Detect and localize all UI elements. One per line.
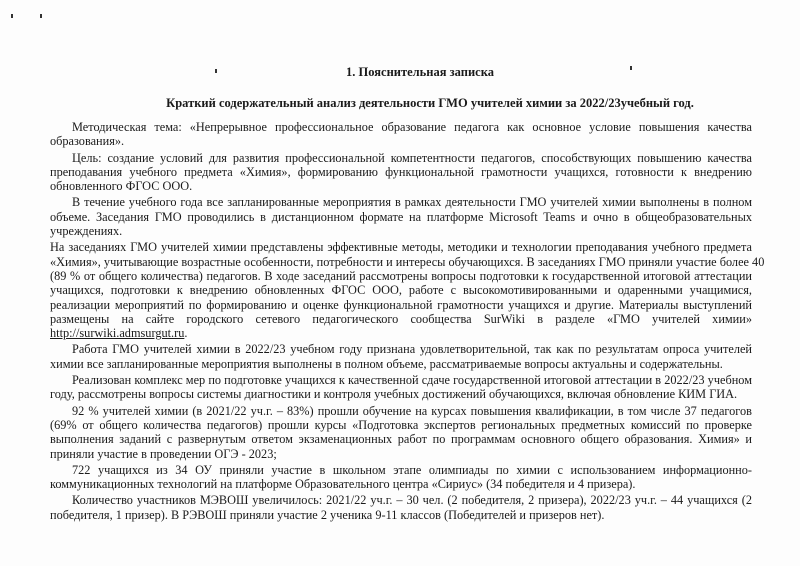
text-line: коммуникационных технологий на платформе Образовательного центра «Сириус» (34 победителя и 4 призера). (50, 477, 636, 492)
text-line: учреждениях. (50, 224, 123, 239)
scan-speck (40, 14, 42, 18)
text-line: химии все запланированные мероприятия выполнены в полном объеме, рассматриваемые вопросы актуальны и содержательны. (50, 356, 723, 371)
text-line: победителя, 1 призер). В РЭВОШ приняли участие 2 ученика 9-11 классов (Победителей и призеров нет). (50, 507, 605, 522)
paragraph (50, 463, 752, 492)
text-line: (69% от общего количества педагогов) прошли курсы «Подготовка экспертов региональных предметных комиссий по проверке (50, 417, 752, 432)
paragraph (50, 404, 752, 461)
text-line: приняли участие в проведении ОГЭ - 2023; (50, 446, 277, 461)
text-line: Реализован комплекс мер по подготовке учащихся к качественной сдаче государственной итоговой аттестации в 2022/23 учебном (72, 373, 752, 388)
text-line: году, рассмотрены вопросы системы диагностики и контроля учебных достижений обучающихся, включая обновление КИМ ГИА. (50, 387, 738, 402)
text-line: реализации мероприятий по формированию и оценке функциональной грамотности учащихся и другие. Материалы выступлений (50, 297, 752, 312)
text-line: «Химия», учитывающие возрастные особенности, потребности и интересы обучающихся. В заседаниях ГМО приняли участие более 40 (50, 254, 765, 269)
scan-speck (11, 14, 13, 18)
text-line: 722 учащихся из 34 ОУ приняли участие в школьном этапе олимпиады по химии с использованием информационно- (72, 462, 752, 477)
text-line (50, 326, 752, 340)
text-line: преподавания учебного предмета «Химия», формированию функциональной грамотности учащихся, готовности к внедрению (50, 164, 752, 179)
surwiki-link[interactable]: http://surwiki.admsurgut.ru (50, 326, 185, 341)
text-line: На заседаниях ГМО учителей химии представлены эффективные методы, методики и технологии преподавания учебного предмета (50, 240, 752, 255)
paragraph (50, 120, 752, 149)
document-heading: 1. Пояснительная записка (346, 65, 494, 79)
text-line: 92 % учителей химии (в 2021/22 уч.г. – 83%) прошли обучение на курсах повышения квалификации, в том числе 37 педагогов (72, 403, 752, 418)
text-line: Цель: создание условий для развития профессиональной компетентности педагогов, способствующих повышению качества (72, 150, 752, 165)
text-line: Методическая тема: «Непрерывное профессиональное образование педагога как основное условие повышения качества (72, 120, 752, 134)
text-line: (89 % от общего количества) педагогов. В ходе заседаний рассмотрены вопросы подготовки к государственной итоговой аттестации (50, 268, 752, 283)
document-subheading: Краткий содержательный анализ деятельности ГМО учителей химии за 2022/23учебный год. (166, 96, 694, 110)
text-line: выполнения заданий с развернутым ответом экзаменационных работ по программам основного общего образования. Химия» и (50, 432, 752, 447)
text-line: учащихся, подготовки к внедрению обновленных ФГОС ООО, работе с высокомотивированными и одаренными учащимися, (50, 283, 752, 298)
text-line: обновленного ФГОС ООО. (50, 179, 193, 194)
paragraph (50, 151, 752, 194)
document-body (50, 120, 765, 524)
text-line: Количество участников МЭВОШ увеличилось: 2021/22 уч.г. – 30 чел. (2 победителя, 2 призера), 2022/23 уч.г. – 44 учащихся (2 (72, 493, 752, 508)
link-suffix: . (184, 326, 188, 341)
text-line: объеме. Заседания ГМО проводились в дистанционном формате на платформе Microsoft Teams и очно в общеобразовательных (50, 209, 752, 224)
text-line: В течение учебного года все запланированные мероприятия в рамках деятельности ГМО учителей химии выполнены в полном (72, 195, 752, 210)
text-line: размещены на сайте городского сетевого педагогического сообщества SurWiki в разделе «ГМО учителей химии» (50, 311, 752, 326)
paragraph (50, 342, 752, 371)
paragraph (50, 373, 752, 402)
text-line: образования». (50, 134, 125, 149)
paragraph (50, 493, 752, 522)
text-line: Работа ГМО учителей химии в 2022/23 учебном году признана удовлетворительной, так как по результатам опроса учителей (72, 342, 752, 357)
paragraph (50, 195, 752, 238)
paragraph (50, 240, 765, 341)
